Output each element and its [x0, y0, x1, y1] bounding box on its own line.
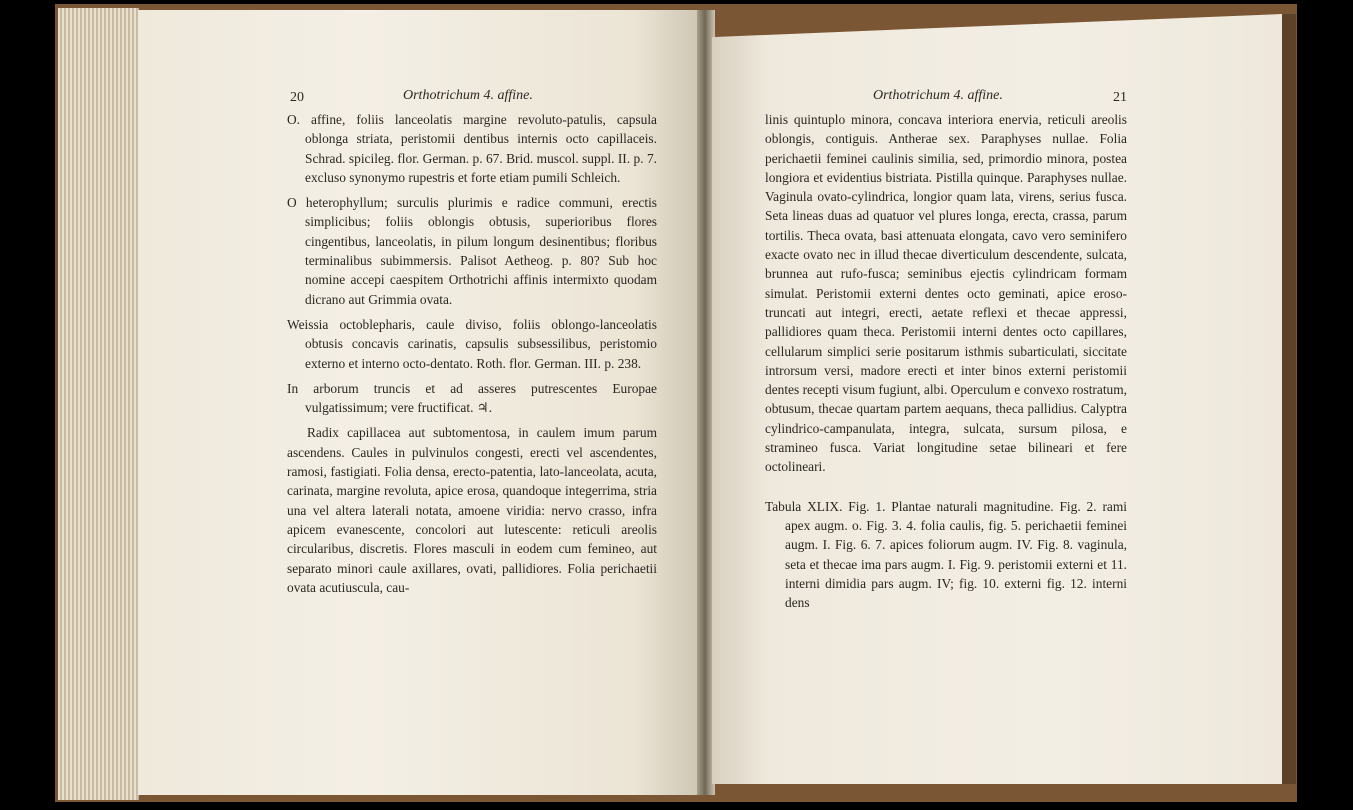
synonym-entry: Weissia octoblepharis, caule diviso, foliis oblongo-lanceolatis obtusis concavis carinatis, capsulis subsessilibus, peristomio externo et interno octo-dentato. Roth. flor. German. III. p. 238.: [287, 316, 657, 371]
plate-legend: Tabula XLIX. Fig. 1. Plantae naturali magnitudine. Fig. 2. rami apex augm. o. Fig. 3. 4. folia caulis, fig. 5. perichaetii feminei augm. I. Fig. 6. 7. apices foliorum augm. IV. Fig. 8. vaginula, seta et thecae ima pars augm. I. Fig. 9. peristomii externi et 11. interni dimidia pars augm. IV; fig. 10. externi fig. 12. interni dens: [765, 498, 1127, 611]
right-running-head: Orthotrichum 4. affine.: [873, 88, 1003, 103]
left-page-text: [287, 110, 657, 603]
right-page-number: 21: [1113, 90, 1127, 105]
right-header: [1113, 90, 1127, 106]
synonym-entry: O heterophyllum; surculis plurimis e radice communi, erectis simplicibus; foliis oblongis obtusis, superioribus flores cingentibus, lanceolatis, in pilum longum desinentibus; floribus terminalibus subimmersis. Palisot Aetheog. p. 80? Sub hoc nomine accepi caespitem Orthotrichi affinis intermixto quodam dicrano aut Grimmia ovata.: [287, 195, 657, 307]
left-header: [290, 90, 304, 106]
book-right-edge: [1282, 14, 1296, 784]
right-running-head-wrap: [873, 88, 1003, 104]
description-paragraph: Radix capillacea aut subtomentosa, in caulem imum parum ascendens. Caules in pulvinulos congesti, erecti vel ascendentes, ramosi, fastigiati. Folia densa, erecto-patentia, lato-lanceolata, acuta, carinata, margine revoluta, apice erosa, quandoque integerrima, stria una vel altera laterali notata, amoene viridia: nervo crasso, infra apicem evanescente, concolori aut lutescente: reticuli areolis circularibus, discretis. Flores masculi in eodem cum femineo, aut separato minori caule axillares, ovati, pallidiores. Folia perichaetii ovata acutiuscula, cau-: [287, 425, 657, 595]
page-edges: [58, 8, 139, 800]
left-running-head-wrap: [403, 88, 533, 104]
habitat-paragraph: In arborum truncis et ad asseres putrescentes Europae vulgatissimum; vere fructificat. ♃.: [287, 380, 657, 416]
synonym-entry: O. affine, foliis lanceolatis margine revoluto-patulis, capsula oblonga striata, peristomii dentibus internis octo capillaceis. Schrad. spicileg. flor. German. p. 67. Brid. muscol. suppl. II. p. 7. excluso synonymo rupestris et forte etiam pumili Schleich.: [287, 112, 657, 185]
left-page-number: 20: [290, 90, 304, 105]
right-page-text: [765, 110, 1127, 618]
left-running-head: Orthotrichum 4. affine.: [403, 88, 533, 103]
description-continued: linis quintuplo minora, concava interiora enervia, reticuli areolis oblongis, contiguis. Antherae sex. Paraphyses nullae. Folia perichaetii feminei caulinis similia, sed, primordio minora, postea longiora et evidentius bistriata. Pistilla quinque. Paraphyses nullae. Vaginula ovato-cylindrica, longior quam lata, virens, serius fusca. Seta lineas duas ad quatuor vel plures longa, erecta, crassa, parum tortilis. Theca ovata, basi attenuata elongata, cavo vero seminifero exacte ovato nec in illud thecae diverticulum descendente, sulcata, brunnea aut rufo-fusca; seminibus ejectis cylindricam formam simulat. Peristomii externi dentes octo geminati, apice eroso-truncati aut integri, erecti, aetate reflexi et thecae appressi, pallidiores quam theca. Peristomii interni dentes octo capillares, cellularum simplici serie positarum isthmis subarticulati, siccitate introrsum versi, madore erecti et inter binos externi peristomii dentes recepti visum fugiunt, albi. Operculum e convexo rostratum, obtusum, thecae quartam partem aequans, theca pallidius. Calyptra cylindrico-campanulata, integra, sulcata, sursum pilosa, e stramineo fusca. Variat longitudine setae bilineari et fere octolineari.: [765, 112, 1127, 475]
